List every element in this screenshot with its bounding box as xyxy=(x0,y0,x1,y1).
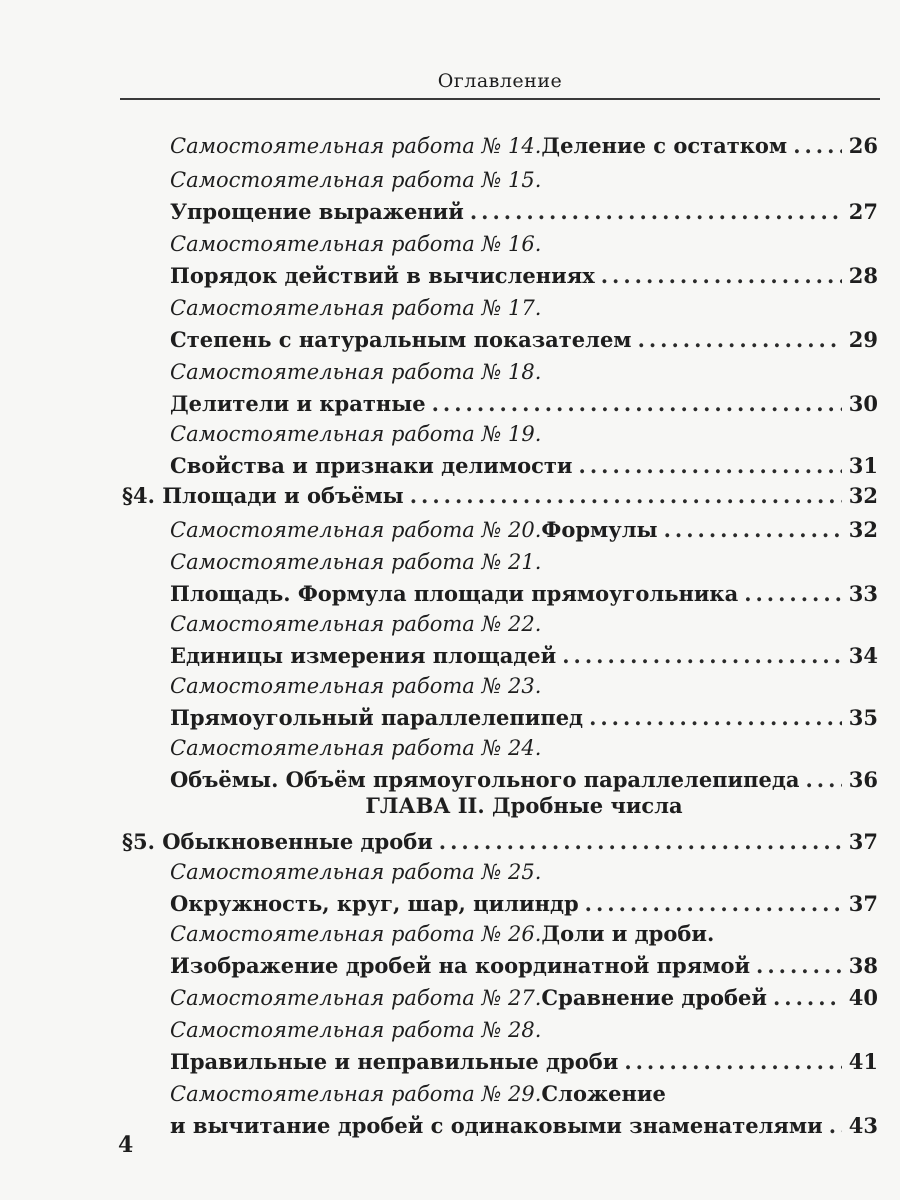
toc-entry-work-24[interactable] xyxy=(170,728,878,762)
dot-leader xyxy=(664,516,842,544)
toc-entry-title-line[interactable] xyxy=(170,446,878,480)
running-header: Оглавление xyxy=(437,70,563,92)
toc-entry-work-22[interactable] xyxy=(170,604,878,638)
toc-entry-work-14[interactable] xyxy=(170,126,878,160)
toc-entry-work-21[interactable] xyxy=(170,542,878,576)
toc-entry-title: Объёмы. Объём прямоугольного параллелепипеда xyxy=(170,767,800,792)
toc-entry-work-19[interactable] xyxy=(170,414,878,448)
toc-section-5[interactable] xyxy=(122,822,878,856)
toc-entry-title: Прямоугольный параллелепипед xyxy=(170,705,584,730)
dot-leader xyxy=(470,198,842,226)
dot-leader xyxy=(756,952,842,980)
toc-entry-work-25[interactable] xyxy=(170,852,878,886)
toc-entry-title: Упрощение выражений xyxy=(170,199,464,224)
dot-leader xyxy=(829,1112,842,1140)
toc-entry-work-20[interactable] xyxy=(170,510,878,544)
toc-entry-title: Окружность, круг, шар, цилиндр xyxy=(170,891,579,916)
toc-page-number: 28 xyxy=(848,263,878,288)
toc-work-label: Самостоятельная работа № 14. xyxy=(170,134,542,158)
toc-page-number: 40 xyxy=(848,985,878,1010)
toc-entry-title: Свойства и признаки делимости xyxy=(170,453,573,478)
toc-work-label: Самостоятельная работа № 21. xyxy=(170,550,542,574)
toc-work-label: Самостоятельная работа № 24. xyxy=(170,736,542,760)
toc-page-number: 26 xyxy=(848,133,878,158)
toc-entry-title: Единицы измерения площадей xyxy=(170,643,557,668)
dot-leader xyxy=(601,262,842,290)
chapter-heading[interactable]: ГЛАВА II. Дробные числа xyxy=(365,793,683,818)
toc-work-label: Самостоятельная работа № 25. xyxy=(170,860,542,884)
toc-page-number: 30 xyxy=(848,391,878,416)
toc-page-number: 29 xyxy=(848,327,878,352)
toc-entry-title-line[interactable] xyxy=(170,1042,878,1076)
toc-page-number: 33 xyxy=(848,581,878,606)
toc-entry-work-16[interactable] xyxy=(170,224,878,258)
toc-entry-title: Деление с остатком xyxy=(541,133,788,158)
toc-entry-title: Делители и кратные xyxy=(170,391,426,416)
toc-entry-title-line[interactable] xyxy=(170,192,878,226)
toc-entry-title-line[interactable] xyxy=(170,636,878,670)
toc-work-label: Самостоятельная работа № 16. xyxy=(170,232,542,256)
toc-entry-work-27[interactable] xyxy=(170,978,878,1012)
toc-work-label: Самостоятельная работа № 15. xyxy=(170,168,542,192)
toc-page-number: 32 xyxy=(848,483,878,508)
toc-entry-work-26[interactable] xyxy=(170,914,878,948)
toc-entry-title-line[interactable] xyxy=(170,256,878,290)
dot-leader xyxy=(410,482,842,510)
toc-entry-title-line[interactable] xyxy=(170,698,878,732)
toc-entry-title-line[interactable] xyxy=(170,384,878,418)
toc-page-number: 37 xyxy=(848,891,878,916)
toc-entry-title-line[interactable] xyxy=(170,760,878,794)
toc-page-number: 36 xyxy=(848,767,878,792)
toc-work-label: Самостоятельная работа № 29. xyxy=(170,1082,542,1106)
dot-leader xyxy=(805,766,842,794)
toc-entry-title: Доли и дроби. xyxy=(541,921,715,946)
toc-entry-work-28[interactable] xyxy=(170,1010,878,1044)
toc-work-label: Самостоятельная работа № 17. xyxy=(170,296,542,320)
toc-page-number: 43 xyxy=(848,1113,878,1138)
toc-entry-title: Сложение xyxy=(541,1081,666,1106)
toc-work-label: Самостоятельная работа № 22. xyxy=(170,612,542,636)
toc-work-label: Самостоятельная работа № 26. xyxy=(170,922,542,946)
toc-page-number: 27 xyxy=(848,199,878,224)
toc-entry-title: Правильные и неправильные дроби xyxy=(170,1049,619,1074)
toc-entry-title-line[interactable] xyxy=(170,946,878,980)
toc-page-number: 38 xyxy=(848,953,878,978)
dot-leader xyxy=(793,132,842,160)
toc-work-label: Самостоятельная работа № 23. xyxy=(170,674,542,698)
toc-work-label: Самостоятельная работа № 28. xyxy=(170,1018,542,1042)
toc-section-title: §5. Обыкновенные дроби xyxy=(122,829,433,854)
toc-entry-work-29[interactable] xyxy=(170,1074,878,1108)
toc-entry-title-line[interactable] xyxy=(170,884,878,918)
toc-work-label: Самостоятельная работа № 18. xyxy=(170,360,542,384)
toc-page-number: 37 xyxy=(848,829,878,854)
toc-entry-title: Изображение дробей на координатной прямой xyxy=(170,953,751,978)
toc-work-label: Самостоятельная работа № 27. xyxy=(170,986,542,1010)
toc-work-label: Самостоятельная работа № 20. xyxy=(170,518,542,542)
dot-leader xyxy=(773,984,842,1012)
toc-section-4[interactable] xyxy=(122,476,878,510)
toc-entry-title: Формулы xyxy=(541,517,658,542)
toc-page-number: 34 xyxy=(848,643,878,668)
toc-entry-title-line[interactable] xyxy=(170,1106,878,1140)
toc-page-number: 41 xyxy=(848,1049,878,1074)
toc-page-number: 35 xyxy=(848,705,878,730)
toc-entry-work-18[interactable] xyxy=(170,352,878,386)
toc-entry-title-line[interactable] xyxy=(170,320,878,354)
toc-page-number: 32 xyxy=(848,517,878,542)
toc-entry-work-23[interactable] xyxy=(170,666,878,700)
dot-leader xyxy=(624,1048,842,1076)
toc-entry-work-17[interactable] xyxy=(170,288,878,322)
toc-entry-title: Площадь. Формула площади прямоугольника xyxy=(170,581,739,606)
toc-entry-title: Порядок действий в вычислениях xyxy=(170,263,595,288)
toc-entry-title: и вычитание дробей с одинаковыми знаменателями xyxy=(170,1113,823,1138)
dot-leader xyxy=(638,326,842,354)
toc-entry-title-line[interactable] xyxy=(170,574,878,608)
toc-work-label: Самостоятельная работа № 19. xyxy=(170,422,542,446)
toc-entry-work-15[interactable] xyxy=(170,160,878,194)
toc-entry-title: Степень с натуральным показателем xyxy=(170,327,632,352)
toc-entry-title: Сравнение дробей xyxy=(541,985,767,1010)
toc-section-title: §4. Площади и объёмы xyxy=(122,483,404,508)
toc-page-number: 31 xyxy=(848,453,878,478)
page-number: 4 xyxy=(118,1132,134,1158)
